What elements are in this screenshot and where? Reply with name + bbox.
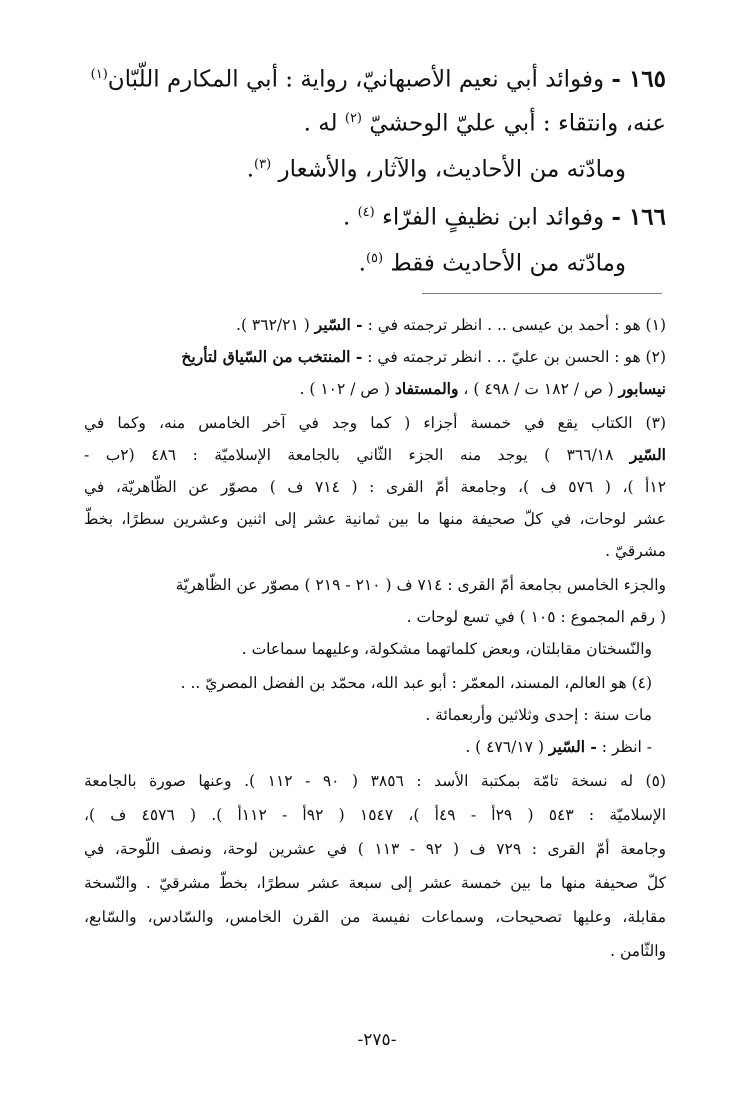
footnote-3-line-1: (٣) الكتاب يقع في خمسة أجزاء ( كما وجد في آخر الخامس منه، وكما في xyxy=(84,414,666,432)
footnote-3-source: السّير xyxy=(629,445,666,464)
footnote-1 xyxy=(236,314,666,336)
footnote-1-source: - السّير xyxy=(314,315,363,334)
footnote-3-text-2: ٣٦٦/١٨ ) يوجد منه الجزء الثّاني بالجامعة الإسلاميّة : ٤٨٦ (٢ب - xyxy=(84,446,614,464)
footnote-5-line-2: الإسلاميّة : ٥٤٣ ( ٢٩أ - ٤٩أ )، ١٥٤٧ ( ٩٢أ - ١١٢أ ). ( ٤٥٧٦ ف )، xyxy=(84,806,667,824)
footnote-2-ref: ( ص / ١٨٢ ت / ٤٩٨ ) ، xyxy=(463,380,614,398)
entry-165-line-2 xyxy=(304,104,666,139)
footnote-4-source: - السّير xyxy=(548,737,597,756)
note-ref-4: (٤) xyxy=(357,205,375,220)
footnote-2-text: (٢) هو : الحسن بن عليّ .. . انظر ترجمته في : xyxy=(367,348,666,366)
entry-165-number: ١٦٥ - xyxy=(611,65,666,93)
entry-166-text-2-end: . xyxy=(358,250,366,277)
note-ref-1: (١) xyxy=(90,67,108,82)
footnote-2-source-2: والمستفاد xyxy=(395,379,459,398)
entry-165-text-3: ومادّته من الأحاديث، والآثار، والأشعار xyxy=(278,156,626,183)
note-ref-2: (٢) xyxy=(344,111,362,126)
footnote-2-source-cont: نيسابور xyxy=(618,379,666,398)
footnote-4-see: - انظر : xyxy=(601,738,652,756)
entry-166-number: ١٦٦ - xyxy=(611,203,666,231)
page-number: -٢٧٥- xyxy=(357,1030,397,1050)
footnote-5-line-5: مقابلة، وعليها تصحيحات، وسماعات نفيسة من القرن الخامس، والسّادس، والسّابع، xyxy=(84,908,666,926)
footnote-2-line-1 xyxy=(181,346,666,368)
entry-165-line-3 xyxy=(247,150,626,185)
entry-165-text-2-end: له . xyxy=(303,110,338,137)
note-ref-5: (٥) xyxy=(365,251,384,266)
note-ref-3: (٣) xyxy=(254,157,272,172)
footnote-3-line-3: ١٢أ )، ( ٥٧٦ ف )، وجامعة أمّ القرى : ( ٧١٤ ف ) مصوّر عن الظّاهريّة، في xyxy=(84,478,667,496)
footnote-3-line-4: عشر لوحات، في كلّ صحيفة منها ما بين ثمانية عشر إلى اثنين وعشرين سطرًا، بخطّ xyxy=(84,510,666,528)
footnote-5-line-1: (٥) له نسخة تامّة بمكتبة الأسد : ٣٨٥٦ ( ٩٠ - ١١٢ ). وعنها صورة بالجامعة xyxy=(84,772,666,790)
footnote-separator xyxy=(422,293,662,294)
footnote-1-ref: ( ٣٦٢/٢١ ). xyxy=(236,316,310,334)
footnote-4-line-2: مات سنة : إحدى وثلاثين وأربعمائة . xyxy=(425,706,652,724)
footnote-4-line-3 xyxy=(465,736,652,758)
footnote-3-line-2 xyxy=(84,444,666,466)
footnote-3-line-7: ( رقم المجموع : ١٠٥ ) في تسع لوحات . xyxy=(406,608,666,626)
footnote-2-source: - المنتخب من السّياق لتأريخ xyxy=(181,347,363,366)
footnote-5-line-4: كلّ صحيفة منها ما بين خمسة عشر إلى سبعة عشر سطرًا، بخطّ مشرقيّ . والنّسخة xyxy=(84,874,666,892)
entry-165-line-1 xyxy=(91,60,666,95)
footnote-5-line-6: والثّامن . xyxy=(610,942,666,960)
footnote-4-line-1: (٤) هو العالم، المسند، المعمّر : أبو عبد الله، محمّد بن الفضل المصريّ .. . xyxy=(180,674,652,692)
footnote-2-line-2 xyxy=(299,378,666,400)
footnote-5-line-3: وجامعة أمّ القرى : ٧٢٩ ف ( ٩٢ - ١١٣ ) في عشرين لوحة، ونصف اللّوحة، في xyxy=(84,840,667,858)
footnote-3-line-6: والجزء الخامس بجامعة أمّ القرى : ٧١٤ ف ( ٢١٠ - ٢١٩ ) مصوّر عن الظّاهريّة xyxy=(175,576,666,594)
entry-166-text-2: ومادّته من الأحاديث فقط xyxy=(390,250,626,277)
entry-165-text: وفوائد أبي نعيم الأصبهانيّ، رواية : أبي المكارم اللّبّان xyxy=(107,66,605,93)
entry-165-text-2: عنه، وانتقاء : أبي عليّ الوحشيّ xyxy=(369,110,666,137)
entry-166-line-2 xyxy=(359,244,626,279)
footnote-3-line-8: والنّسختان مقابلتان، وبعض كلماتهما مشكولة، وعليهما سماعات . xyxy=(241,640,652,658)
footnote-1-text: (١) هو : أحمد بن عيسى .. . انظر ترجمته في : xyxy=(367,316,666,334)
entry-166-line-1 xyxy=(343,198,666,233)
entry-165-text-3-end: . xyxy=(246,156,255,183)
footnote-3-line-5: مشرقيّ . xyxy=(605,542,666,560)
footnote-2-ref-2: ( ص / ١٠٢ ) . xyxy=(299,380,391,398)
footnote-4-ref: ( ٤٧٦/١٧ ) . xyxy=(465,738,544,756)
entry-166-text: وفوائد ابن نظيفٍ الفرّاء xyxy=(382,204,605,231)
entry-166-text-end: . xyxy=(342,204,351,231)
